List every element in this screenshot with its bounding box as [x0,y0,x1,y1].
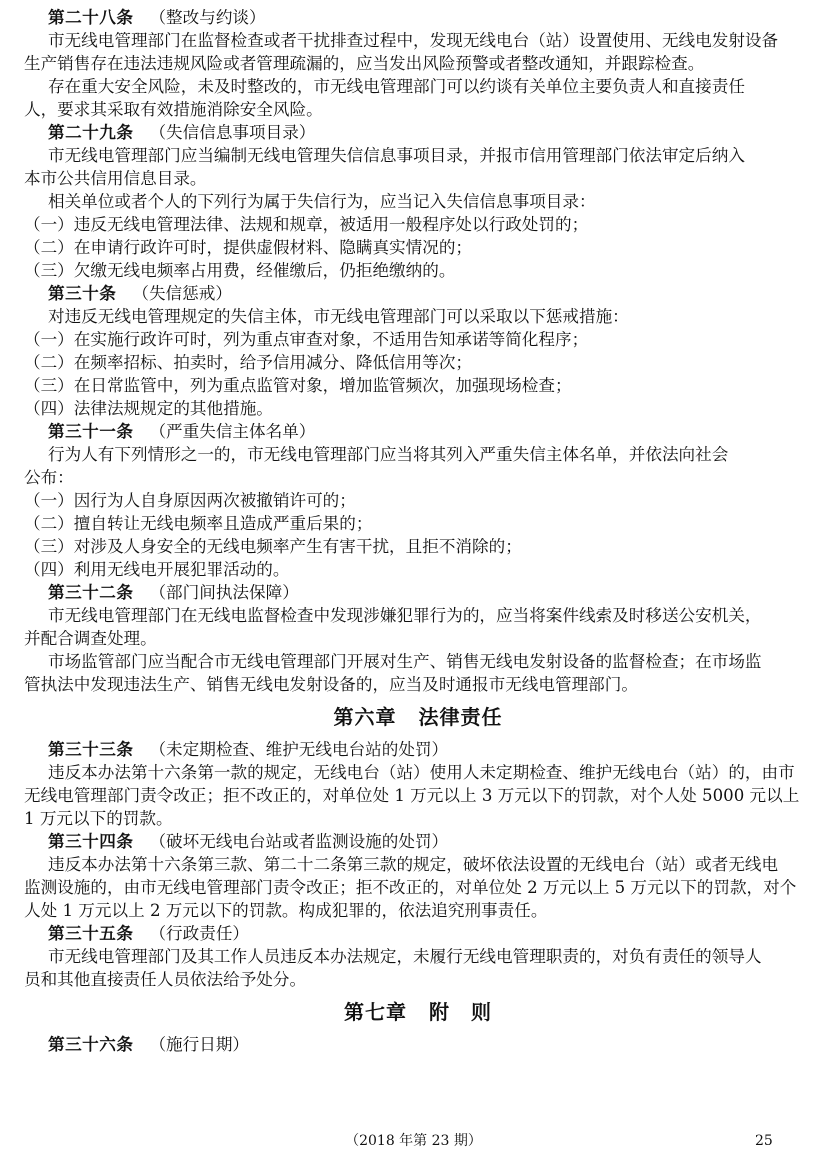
article-title: （整改与约谈） [149,8,266,27]
chapter-number: 第七章 [344,1000,407,1024]
article-title: （失信惩戒） [132,284,232,303]
paragraph-start-line: 行为人有下列情形之一的，市无线电管理部门应当将其列入严重失信主体名单，并依法向社会 [48,445,729,464]
paragraph-line: 本市公共信用信息目录。 [24,169,207,188]
paragraph-start-line: 市无线电管理部门在监督检查或者干扰排查过程中，发现无线电台（站）设置使用、无线电发射设备 [48,31,779,50]
paragraph-line: （一）违反无线电管理法律、法规和规章，被适用一般程序处以行政处罚的； [24,215,589,234]
paragraph-line: 1 万元以下的罚款。 [24,809,173,828]
paragraph-start-line: 违反本办法第十六条第一款的规定，无线电台（站）使用人未定期检查、维护无线电台（站）的，由市 [48,763,795,782]
chapter-title: 法律责任 [418,705,503,729]
paragraph-line: 无线电管理部门责令改正；拒不改正的，对单位处 1 万元以上 3 万元以下的罚款，对个人处 5000 元以上 [24,786,800,805]
article-number: 第三十二条 [48,583,134,602]
article-heading [24,830,812,853]
paragraph-line: （三）在日常监管中，列为重点监管对象，增加监管频次，加强现场检查； [24,376,572,395]
paragraph-line: （四）利用无线电开展犯罪活动的。 [24,560,290,579]
article-heading [24,6,812,29]
page-footer [0,1130,827,1152]
article-heading [24,420,812,443]
paragraph-start-line: 相关单位或者个人的下列行为属于失信行为，应当记入失信信息事项目录： [48,192,596,211]
paragraph-line: （二）在申请行政许可时，提供虚假材料、隐瞒真实情况的； [24,238,473,257]
article-heading [24,738,812,761]
paragraph-line: 人处 1 万元以上 2 万元以下的罚款。构成犯罪的，依法追究刑事责任。 [24,901,548,920]
paragraph-start-line: 市无线电管理部门及其工作人员违反本办法规定，未履行无线电管理职责的，对负有责任的领导人 [48,947,762,966]
paragraph-line: （二）在频率招标、拍卖时，给予信用减分、降低信用等次； [24,353,473,372]
article-number: 第三十条 [48,284,117,303]
article-title: （行政责任） [149,924,250,943]
article-number: 第三十五条 [48,924,134,943]
paragraph-start-line: 市无线电管理部门在无线电监督检查中发现涉嫌犯罪行为的，应当将案件线索及时移送公安机关， [48,606,762,625]
chapter-number: 第六章 [333,705,397,729]
article-number: 第三十三条 [48,740,134,759]
article-number: 第三十一条 [48,422,134,441]
issue-label: （2018 年第 23 期） [345,1133,482,1149]
paragraph-line: 并配合调查处理。 [24,629,157,648]
page-number: 25 [755,1133,773,1149]
article-title: （未定期检查、维护无线电台站的处罚） [149,740,449,759]
article-heading [24,121,812,144]
paragraph-line: （四）法律法规规定的其他措施。 [24,399,273,418]
paragraph-start-line: 存在重大安全风险，未及时整改的，市无线电管理部门可以约谈有关单位主要负责人和直接责任 [48,77,745,96]
chapter-heading [24,699,812,735]
paragraph-start-line: 对违反无线电管理规定的失信主体，市无线电管理部门可以采取以下惩戒措施： [48,307,629,326]
article-number: 第二十九条 [48,123,134,142]
chapter-heading [24,994,812,1030]
chapter-title: 附 则 [429,1000,492,1024]
article-heading [24,1033,812,1056]
paragraph-start-line: 违反本办法第十六条第三款、第二十二条第三款的规定，破坏依法设置的无线电台（站）或者无线电 [48,855,779,874]
paragraph-line: （三）欠缴无线电频率占用费，经催缴后，仍拒绝缴纳的。 [24,261,456,280]
article-number: 第三十四条 [48,832,134,851]
article-heading [24,922,812,945]
article-title: （失信信息事项目录） [149,123,316,142]
document-body [24,6,812,1056]
paragraph-line: 人，要求其采取有效措施消除安全风险。 [24,100,323,119]
article-heading [24,282,812,305]
paragraph-line: 生产销售存在违法违规风险或者管理疏漏的，应当发出风险预警或者整改通知，并跟踪检查。 [24,54,705,73]
paragraph-line: （一）在实施行政许可时，列为重点审查对象，不适用告知承诺等简化程序； [24,330,589,349]
article-number: 第二十八条 [48,8,134,27]
article-title: （严重失信主体名单） [149,422,316,441]
paragraph-line: 员和其他直接责任人员依法给予处分。 [24,970,307,989]
article-title: （施行日期） [149,1035,250,1054]
paragraph-start-line: 市场监管部门应当配合市无线电管理部门开展对生产、销售无线电发射设备的监督检查；在市场监 [48,652,762,671]
article-heading [24,581,812,604]
paragraph-line: （二）擅自转让无线电频率且造成严重后果的； [24,514,373,533]
paragraph-line: （一）因行为人自身原因两次被撤销许可的； [24,491,356,510]
paragraph-line: 公布： [24,468,74,487]
paragraph-line: 管执法中发现违法生产、销售无线电发射设备的，应当及时通报市无线电管理部门。 [24,675,638,694]
paragraph-start-line: 市无线电管理部门应当编制无线电管理失信信息事项目录，并报市信用管理部门依法审定后纳入 [48,146,745,165]
paragraph-line: 监测设施的，由市无线电管理部门责令改正；拒不改正的，对单位处 2 万元以上 5 万元以下的罚款，对个 [24,878,797,897]
article-number: 第三十六条 [48,1035,134,1054]
article-title: （破坏无线电台站或者监测设施的处罚） [149,832,449,851]
paragraph-line: （三）对涉及人身安全的无线电频率产生有害干扰，且拒不消除的； [24,537,522,556]
article-title: （部门间执法保障） [149,583,299,602]
